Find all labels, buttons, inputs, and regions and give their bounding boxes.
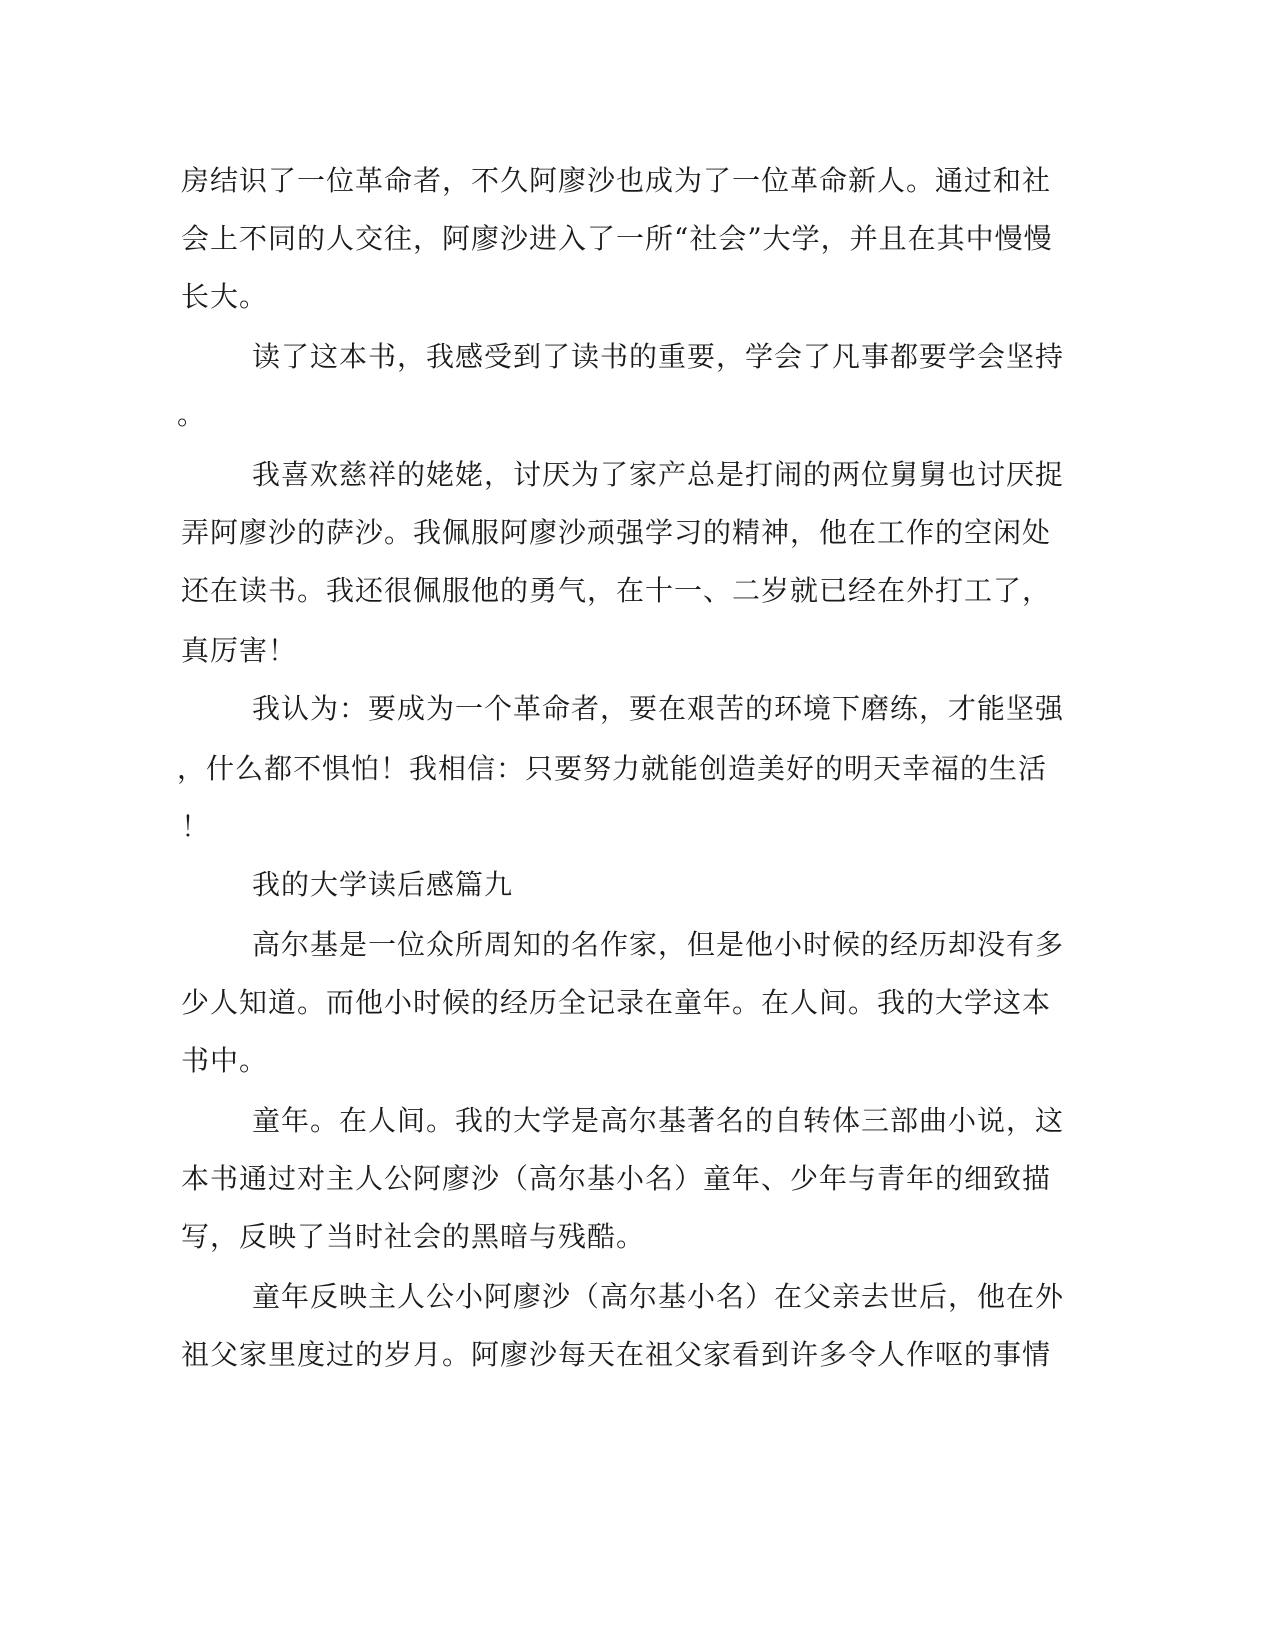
- text-line: 童年反映主人公小阿廖沙（高尔基小名）在父亲去世后，他在外: [252, 1280, 1065, 1313]
- text-line: 少人知道。而他小时候的经历全记录在童年。在人间。我的大学这本: [181, 986, 1052, 1019]
- text-line: 还在读书。我还很佩服他的勇气，在十一、二岁就已经在外打工了，: [181, 574, 1052, 607]
- text-line: 弄阿廖沙的萨沙。我佩服阿廖沙顽强学习的精神，他在工作的空闲处: [181, 516, 1052, 549]
- text-line: 童年。在人间。我的大学是高尔基著名的自转体三部曲小说，这: [252, 1104, 1065, 1137]
- text-line: ，什么都不惧怕！我相信：只要努力就能创造美好的明天幸福的生活: [177, 752, 1048, 785]
- text-line: 会上不同的人交往，阿廖沙进入了一所“社会”大学，并且在其中慢慢: [181, 222, 1053, 255]
- text-line: 真厉害！: [181, 634, 298, 667]
- text-line: 长大。: [181, 280, 269, 313]
- text-line: 本书通过对主人公阿廖沙（高尔基小名）童年、少年与青年的细致描: [181, 1162, 1052, 1195]
- text-line: 。: [177, 398, 207, 431]
- text-line: ！: [181, 810, 211, 843]
- text-line: 书中。: [181, 1044, 269, 1077]
- text-line: 我认为：要成为一个革命者，要在艰苦的环境下磨练，才能坚强: [252, 692, 1065, 725]
- text-line: 读了这本书，我感受到了读书的重要，学会了凡事都要学会坚持: [252, 340, 1065, 373]
- text-line: 高尔基是一位众所周知的名作家，但是他小时候的经历却没有多: [252, 928, 1065, 961]
- text-line: 我喜欢慈祥的姥姥，讨厌为了家产总是打闹的两位舅舅也讨厌捉: [252, 458, 1065, 491]
- text-line: 写，反映了当时社会的黑暗与残酷。: [181, 1220, 646, 1253]
- section-heading: 我的大学读后感篇九: [252, 868, 514, 901]
- text-line: 祖父家里度过的岁月。阿廖沙每天在祖父家看到许多令人作呕的事情: [181, 1338, 1052, 1371]
- text-line: 房结识了一位革命者，不久阿廖沙也成为了一位革命新人。通过和社: [181, 164, 1052, 197]
